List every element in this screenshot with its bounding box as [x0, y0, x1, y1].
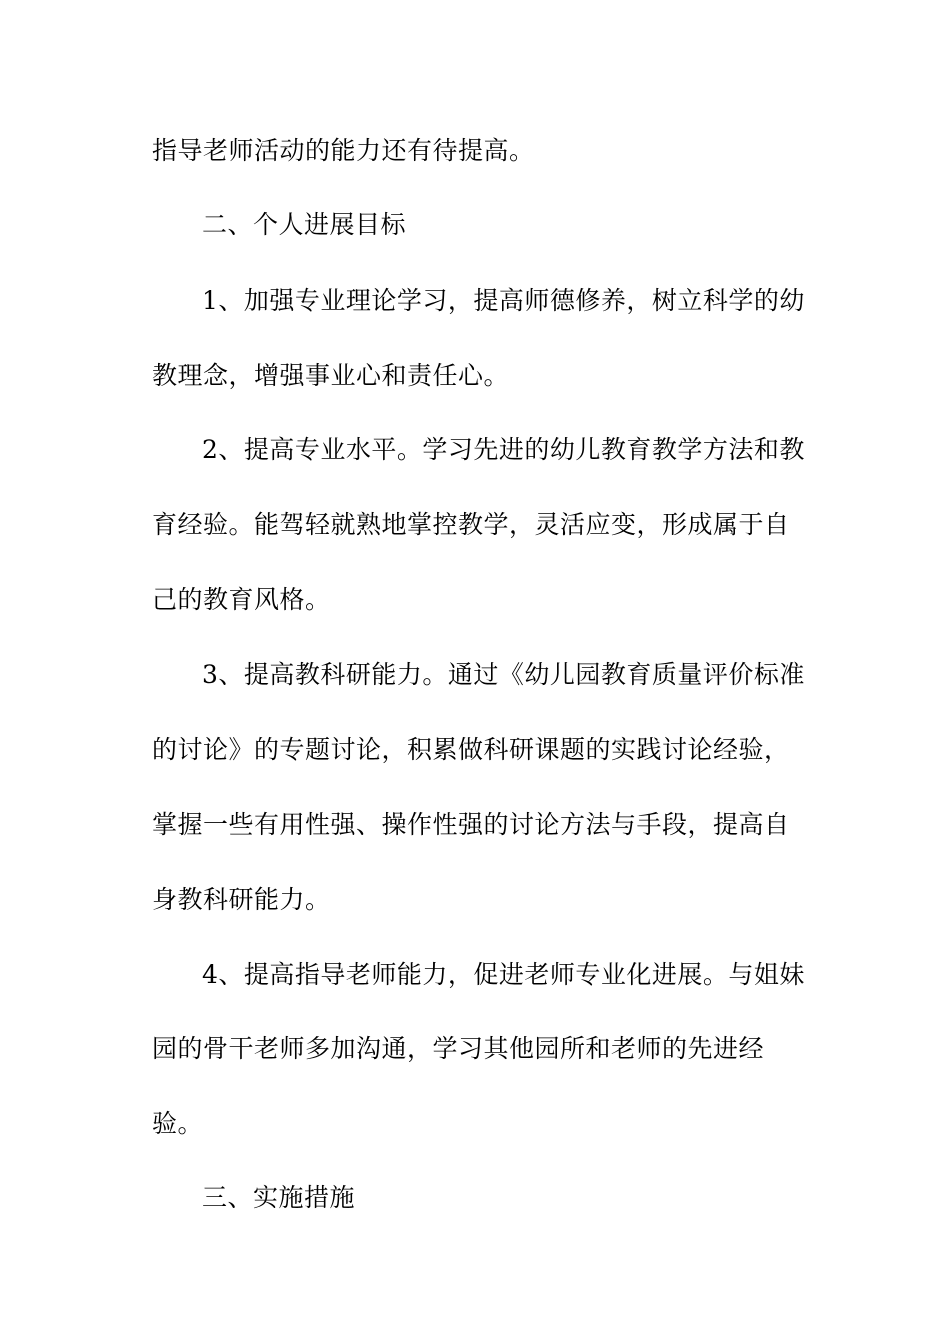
- paragraph-line: 己的教育风格。: [152, 585, 331, 614]
- paragraph-line: 4、提高指导老师能力，促进老师专业化进展。与姐妹: [202, 960, 805, 989]
- paragraph-line: 园的骨干老师多加沟通，学习其他园所和老师的先进经: [152, 1034, 765, 1063]
- paragraph-line: 验。: [152, 1109, 204, 1138]
- paragraph-line: 2、提高专业水平。学习先进的幼儿教育教学方法和教: [202, 435, 805, 464]
- paragraph-line: 教理念，增强事业心和责任心。: [152, 361, 510, 390]
- section-heading: 三、实施措施: [202, 1183, 356, 1212]
- paragraph-line: 指导老师活动的能力还有待提高。: [152, 136, 535, 165]
- paragraph-line: 掌握一些有用性强、操作性强的讨论方法与手段，提高自: [152, 810, 790, 839]
- paragraph-line: 的讨论》的专题讨论，积累做科研课题的实践讨论经验，: [152, 735, 790, 764]
- paragraph-line: 1、加强专业理论学习，提高师德修养，树立科学的幼: [202, 286, 805, 315]
- paragraph-line: 育经验。能驾轻就熟地掌控教学，灵活应变，形成属于自: [152, 510, 790, 539]
- paragraph-line: 3、提高教科研能力。通过《幼儿园教育质量评价标准: [202, 660, 805, 689]
- paragraph-line: 身教科研能力。: [152, 885, 331, 914]
- section-heading: 二、个人进展目标: [202, 210, 407, 239]
